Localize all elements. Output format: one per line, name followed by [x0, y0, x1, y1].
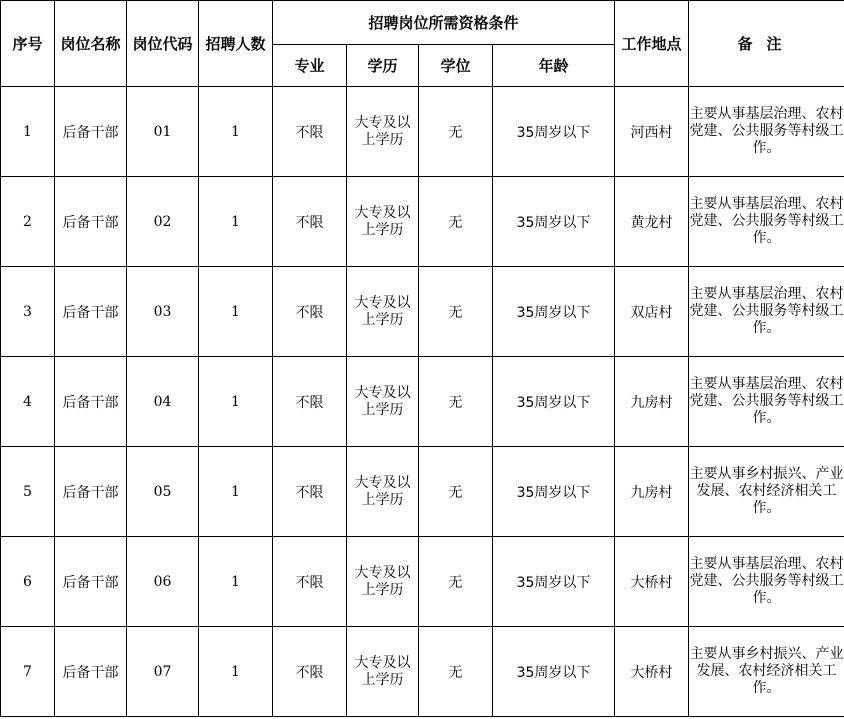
cell-degree: 无 — [419, 357, 493, 447]
cell-position-name: 后备干部 — [55, 627, 127, 717]
header-education: 学历 — [347, 45, 419, 87]
cell-age: 35周岁以下 — [493, 267, 615, 357]
cell-position-name: 后备干部 — [55, 537, 127, 627]
cell-major: 不限 — [273, 87, 347, 177]
cell-location: 九房村 — [615, 447, 689, 537]
table-row — [1, 87, 844, 177]
cell-age: 35周岁以下 — [493, 357, 615, 447]
header-position-code: 岗位代码 — [127, 1, 199, 87]
table-row — [1, 447, 844, 537]
cell-major: 不限 — [273, 177, 347, 267]
header-age: 年龄 — [493, 45, 615, 87]
education-text: 大专及以上学历 — [354, 474, 411, 508]
cell-seq: 7 — [1, 627, 55, 717]
cell-remarks: 主要从事基层治理、农村党建、公共服务等村级工作。 — [689, 267, 844, 357]
table-row — [1, 357, 844, 447]
education-text: 大专及以上学历 — [354, 654, 411, 688]
header-major: 专业 — [273, 45, 347, 87]
table-row — [1, 627, 844, 717]
education-text: 大专及以上学历 — [354, 204, 411, 238]
cell-location: 双店村 — [615, 267, 689, 357]
table-header — [1, 1, 844, 87]
cell-seq: 3 — [1, 267, 55, 357]
cell-education — [347, 357, 419, 447]
header-location: 工作地点 — [615, 1, 689, 87]
cell-position-code: 02 — [127, 177, 199, 267]
cell-education — [347, 537, 419, 627]
cell-seq: 5 — [1, 447, 55, 537]
cell-major: 不限 — [273, 357, 347, 447]
cell-position-code: 05 — [127, 447, 199, 537]
cell-position-name: 后备干部 — [55, 177, 127, 267]
cell-degree: 无 — [419, 87, 493, 177]
cell-location: 黄龙村 — [615, 177, 689, 267]
cell-hire-count: 1 — [199, 447, 273, 537]
cell-position-code: 04 — [127, 357, 199, 447]
cell-age: 35周岁以下 — [493, 537, 615, 627]
cell-degree: 无 — [419, 627, 493, 717]
header-degree: 学位 — [419, 45, 493, 87]
cell-seq: 2 — [1, 177, 55, 267]
education-text: 大专及以上学历 — [354, 294, 411, 328]
cell-education — [347, 177, 419, 267]
cell-location: 大桥村 — [615, 537, 689, 627]
header-position-name: 岗位名称 — [55, 1, 127, 87]
education-text: 大专及以上学历 — [354, 384, 411, 418]
cell-position-code: 03 — [127, 267, 199, 357]
cell-major: 不限 — [273, 267, 347, 357]
cell-hire-count: 1 — [199, 357, 273, 447]
cell-degree: 无 — [419, 177, 493, 267]
cell-remarks: 主要从事基层治理、农村党建、公共服务等村级工作。 — [689, 177, 844, 267]
cell-position-code: 06 — [127, 537, 199, 627]
cell-remarks: 主要从事基层治理、农村党建、公共服务等村级工作。 — [689, 537, 844, 627]
header-row-top — [1, 1, 844, 45]
cell-degree: 无 — [419, 267, 493, 357]
header-qualifications: 招聘岗位所需资格条件 — [273, 1, 615, 45]
cell-position-name: 后备干部 — [55, 357, 127, 447]
cell-location: 大桥村 — [615, 627, 689, 717]
cell-age: 35周岁以下 — [493, 627, 615, 717]
table-body — [1, 87, 844, 717]
cell-hire-count: 1 — [199, 537, 273, 627]
cell-position-name: 后备干部 — [55, 87, 127, 177]
cell-hire-count: 1 — [199, 177, 273, 267]
header-remarks: 备注 — [689, 1, 844, 87]
cell-hire-count: 1 — [199, 87, 273, 177]
cell-location: 河西村 — [615, 87, 689, 177]
education-text: 大专及以上学历 — [354, 564, 411, 598]
cell-remarks: 主要从事乡村振兴、产业发展、农村经济相关工作。 — [689, 627, 844, 717]
cell-major: 不限 — [273, 627, 347, 717]
cell-position-name: 后备干部 — [55, 447, 127, 537]
cell-remarks: 主要从事基层治理、农村党建、公共服务等村级工作。 — [689, 87, 844, 177]
education-text: 大专及以上学历 — [354, 114, 411, 148]
header-hire-count: 招聘人数 — [199, 1, 273, 87]
cell-seq: 6 — [1, 537, 55, 627]
cell-hire-count: 1 — [199, 267, 273, 357]
cell-education — [347, 627, 419, 717]
cell-major: 不限 — [273, 447, 347, 537]
cell-hire-count: 1 — [199, 627, 273, 717]
cell-position-code: 01 — [127, 87, 199, 177]
cell-age: 35周岁以下 — [493, 447, 615, 537]
cell-degree: 无 — [419, 447, 493, 537]
cell-education — [347, 267, 419, 357]
cell-education — [347, 87, 419, 177]
cell-location: 九房村 — [615, 357, 689, 447]
cell-degree: 无 — [419, 537, 493, 627]
table-row — [1, 537, 844, 627]
cell-age: 35周岁以下 — [493, 87, 615, 177]
cell-remarks: 主要从事基层治理、农村党建、公共服务等村级工作。 — [689, 357, 844, 447]
cell-position-name: 后备干部 — [55, 267, 127, 357]
table-row — [1, 177, 844, 267]
header-seq: 序号 — [1, 1, 55, 87]
cell-remarks: 主要从事乡村振兴、产业发展、农村经济相关工作。 — [689, 447, 844, 537]
cell-seq: 4 — [1, 357, 55, 447]
table-row — [1, 267, 844, 357]
cell-education — [347, 447, 419, 537]
cell-seq: 1 — [1, 87, 55, 177]
cell-age: 35周岁以下 — [493, 177, 615, 267]
cell-position-code: 07 — [127, 627, 199, 717]
cell-major: 不限 — [273, 537, 347, 627]
